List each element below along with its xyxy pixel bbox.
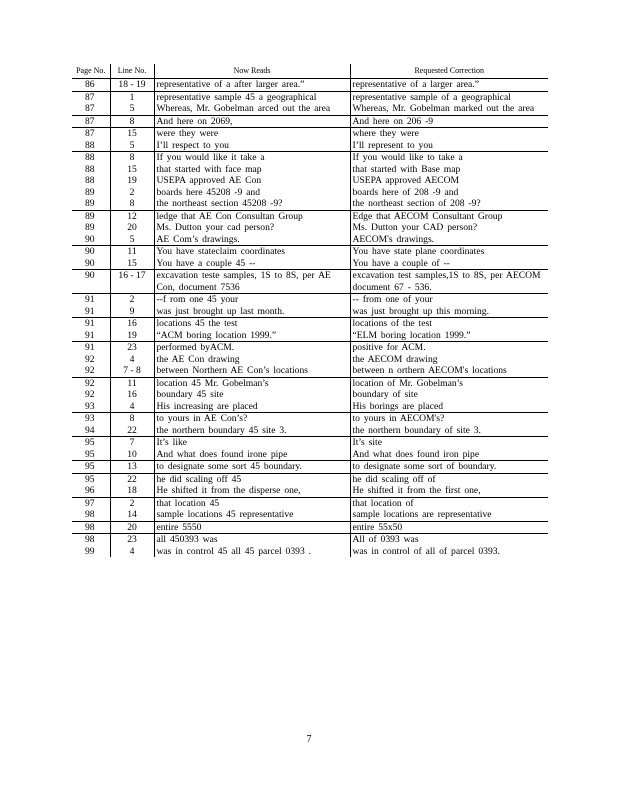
table-row [72, 234, 548, 246]
table-row [72, 103, 548, 115]
errata-rows [72, 79, 548, 558]
page-cell: 93 [72, 413, 110, 425]
line-cell: 16 [110, 318, 154, 330]
line-cell: 5 [110, 103, 154, 115]
page-cell: 98 [72, 521, 110, 534]
line-cell: 10 [110, 449, 154, 461]
page-cell: 89 [84, 198, 95, 209]
line-cell: 15 [110, 258, 154, 270]
now-reads-cell: He shifted it from the disperse one, [154, 485, 350, 497]
page-cell: 89 [72, 210, 110, 222]
table-row [72, 389, 548, 401]
table-row [72, 413, 548, 425]
requested-correction-cell: If you would like to take a [350, 152, 548, 164]
page-cell: 97 [72, 497, 110, 509]
requested-correction-cell: to designate some sort of boundary. [350, 461, 548, 474]
line-cell: 2 [110, 187, 154, 199]
requested-correction-cell: You have state plane coordinates [350, 246, 548, 258]
requested-correction-cell: between n orthern AECOM's locations [350, 365, 548, 377]
now-reads-cell: between Northern AE Con’s locations [154, 365, 350, 377]
table-row [72, 164, 548, 176]
line-cell: 20 [110, 222, 154, 234]
now-reads-cell: Ms. Dutton your cad person? [154, 222, 350, 234]
page-cell: 90 [72, 270, 110, 294]
table-row [72, 270, 548, 294]
page-cell: 99 [84, 545, 95, 557]
line-cell: 7 [110, 437, 154, 449]
page-cell: 91 [84, 329, 95, 341]
page-cell: 88 [84, 175, 95, 186]
page-cell: 94 [84, 424, 95, 436]
requested-correction-cell: Ms. Dutton your CAD person? [350, 222, 548, 234]
requested-correction-cell: You have a couple of -- [350, 258, 548, 270]
now-reads-cell: Whereas, Mr. Gobelman arced out the area [154, 103, 350, 115]
page-cell: 87 [72, 91, 110, 103]
table-row [72, 521, 548, 534]
requested-correction-cell: the northeast section of 208 -9? [350, 198, 548, 210]
table-row [72, 461, 548, 474]
table-row [72, 222, 548, 234]
requested-correction-cell: “ELM boring location 1999.” [350, 330, 548, 342]
line-cell: 22 [110, 425, 154, 437]
now-reads-cell: was in control 45 all 45 parcel 0393 . [154, 546, 350, 558]
line-cell: 2 [110, 294, 154, 306]
line-cell: 8 [110, 413, 154, 425]
line-cell: 22 [110, 473, 154, 485]
now-reads-cell: the northeast section 45208 -9? [154, 198, 350, 210]
table-row [72, 152, 548, 164]
line-cell: 23 [110, 534, 154, 546]
page-cell: 88 [72, 152, 110, 164]
page-cell: 89 [84, 222, 95, 233]
now-reads-cell: all 450393 was [154, 534, 350, 546]
line-cell: 18 [110, 485, 154, 497]
line-cell: 16 - 17 [110, 270, 154, 294]
page-cell: 90 [84, 257, 95, 269]
page-cell: 95 [84, 448, 95, 460]
requested-correction-cell: that started with Base map [350, 164, 548, 176]
line-cell: 20 [110, 521, 154, 534]
page-cell: 92 [84, 353, 95, 365]
requested-correction-cell: location of Mr. Gobelman’s [350, 377, 548, 389]
table-row [72, 377, 548, 389]
table-row [72, 330, 548, 342]
table-row [72, 198, 548, 210]
page-cell: 91 [72, 294, 110, 306]
line-cell: 7 - 8 [110, 365, 154, 377]
corrections-sheet [72, 64, 548, 557]
line-cell: 9 [110, 306, 154, 318]
header-requested-correction: Requested Correction [350, 64, 548, 79]
now-reads-cell: to designate some sort 45 boundary. [154, 461, 350, 474]
now-reads-cell: ledge that AE Con Consultan Group [154, 210, 350, 222]
requested-correction-cell: All of 0393 was [350, 534, 548, 546]
page-cell: 91 [72, 342, 110, 354]
table-row [72, 497, 548, 509]
requested-correction-cell: the northern boundary of site 3. [350, 425, 548, 437]
requested-correction-cell: Whereas, Mr. Gobelman marked out the area [350, 103, 548, 115]
now-reads-cell: representative sample 45 a geographical [154, 91, 350, 103]
table-row [72, 187, 548, 199]
line-cell: 4 [110, 401, 154, 413]
requested-correction-cell: boards here of 208 -9 and [350, 187, 548, 199]
requested-correction-cell: to yours in AECOM's? [350, 413, 548, 425]
now-reads-cell: that location 45 [154, 497, 350, 509]
line-cell: 8 [110, 115, 154, 128]
requested-correction-cell: His borings are placed [350, 401, 548, 413]
table-row [72, 485, 548, 497]
now-reads-cell: “ACM boring location 1999.” [154, 330, 350, 342]
now-reads-cell: You have stateclaim coordinates [154, 246, 350, 258]
requested-correction-cell: was just brought up this morning. [350, 306, 548, 318]
line-cell: 19 [110, 175, 154, 187]
requested-correction-cell: was in control of all of parcel 0393. [350, 546, 548, 558]
table-row [72, 509, 548, 521]
now-reads-cell: boards here 45208 -9 and [154, 187, 350, 199]
line-cell: 15 [110, 128, 154, 140]
requested-correction-cell: I’ll represent to you [350, 140, 548, 152]
requested-correction-cell: representative of a larger area.” [350, 79, 548, 92]
page-cell: 95 [72, 437, 110, 449]
page-cell: 86 [72, 79, 110, 92]
table-row [72, 306, 548, 318]
page-cell: 88 [84, 163, 95, 175]
requested-correction-cell: where they were [350, 128, 548, 140]
line-cell: 8 [110, 198, 154, 210]
now-reads-cell: representative of a after larger area.” [154, 79, 350, 92]
now-reads-cell: he did scaling off 45 [154, 473, 350, 485]
table-row [72, 342, 548, 354]
page-cell: 89 [84, 186, 95, 198]
line-cell: 19 [110, 330, 154, 342]
table-header-row [72, 64, 548, 79]
now-reads-cell: His increasing are placed [154, 401, 350, 413]
table-row [72, 91, 548, 103]
now-reads-cell: that started with face map [154, 164, 350, 176]
page-cell: 93 [84, 400, 95, 412]
now-reads-cell: excavation teste samples, 1S to 8S, per AE Con, document 7536 [154, 270, 350, 294]
requested-correction-cell: boundary of site [350, 389, 548, 401]
table-row [72, 354, 548, 366]
now-reads-cell: locations 45 the test [154, 318, 350, 330]
table-row [72, 115, 548, 128]
now-reads-cell: were they were [154, 128, 350, 140]
line-cell: 4 [110, 354, 154, 366]
line-cell: 4 [110, 546, 154, 558]
page-cell: 87 [72, 115, 110, 128]
line-cell: 14 [110, 509, 154, 521]
requested-correction-cell: And what does found iron pipe [350, 449, 548, 461]
requested-correction-cell: representative sample of a geographical [350, 91, 548, 103]
requested-correction-cell: that location of [350, 497, 548, 509]
now-reads-cell: location 45 Mr. Gobelman’s [154, 377, 350, 389]
table-row [72, 128, 548, 140]
page-cell: 98 [84, 509, 95, 520]
now-reads-cell: was just brought up last month. [154, 306, 350, 318]
line-cell: 5 [110, 140, 154, 152]
requested-correction-cell: positive for ACM. [350, 342, 548, 354]
line-cell: 23 [110, 342, 154, 354]
line-cell: 8 [110, 152, 154, 164]
now-reads-cell: I’ll respect to you [154, 140, 350, 152]
page-cell: 92 [84, 365, 95, 376]
page-number: 7 [306, 734, 312, 745]
requested-correction-cell: It’s site [350, 437, 548, 449]
now-reads-cell: entire 5550 [154, 521, 350, 534]
now-reads-cell: boundary 45 site [154, 389, 350, 401]
table-row [72, 546, 548, 558]
table-row [72, 425, 548, 437]
header-page: Page No. [72, 64, 110, 79]
requested-correction-cell: he did scaling off of [350, 473, 548, 485]
now-reads-cell: It’s like [154, 437, 350, 449]
table-row [72, 449, 548, 461]
page-cell: 90 [84, 233, 95, 245]
page-cell: 92 [72, 377, 110, 389]
page-cell: 90 [72, 246, 110, 258]
table-row [72, 258, 548, 270]
table-row [72, 79, 548, 92]
now-reads-cell: You have a couple 45 -- [154, 258, 350, 270]
requested-correction-cell: locations of the test [350, 318, 548, 330]
now-reads-cell: sample locations 45 representative [154, 509, 350, 521]
line-cell: 18 - 19 [110, 79, 154, 92]
page-cell: 87 [72, 128, 110, 140]
requested-correction-cell: excavation test samples,1S to 8S, per AECOM document 67 - 536. [350, 270, 548, 294]
table-row [72, 534, 548, 546]
header-now-reads: Now Reads [154, 64, 350, 79]
page-cell: 87 [84, 103, 95, 114]
requested-correction-cell: sample locations are representative [350, 509, 548, 521]
errata-table [72, 64, 548, 557]
table-row [72, 246, 548, 258]
page-cell: 91 [72, 318, 110, 330]
table-row [72, 401, 548, 413]
line-cell: 1 [110, 91, 154, 103]
page-cell: 95 [72, 461, 110, 474]
page-cell: 91 [84, 305, 95, 317]
line-cell: 5 [110, 234, 154, 246]
table-row [72, 365, 548, 377]
requested-correction-cell: USEPA approved AECOM [350, 175, 548, 187]
line-cell: 12 [110, 210, 154, 222]
now-reads-cell: USEPA approved AE Con [154, 175, 350, 187]
now-reads-cell: to yours in AE Con’s? [154, 413, 350, 425]
now-reads-cell: the northern boundary 45 site 3. [154, 425, 350, 437]
requested-correction-cell: Edge that AECOM Consultant Group [350, 210, 548, 222]
requested-correction-cell: He shifted it from the first one, [350, 485, 548, 497]
page-cell: 95 [72, 473, 110, 485]
requested-correction-cell: AECOM's drawings. [350, 234, 548, 246]
now-reads-cell: And here on 2069, [154, 115, 350, 128]
line-cell: 2 [110, 497, 154, 509]
page-cell: 88 [84, 139, 95, 151]
page-cell: 98 [72, 534, 110, 546]
requested-correction-cell: the AECOM drawing [350, 354, 548, 366]
page-cell: 92 [84, 389, 95, 400]
requested-correction-cell: And here on 206 -9 [350, 115, 548, 128]
now-reads-cell: --f rom one 45 your [154, 294, 350, 306]
requested-correction-cell: -- from one of your [350, 294, 548, 306]
table-row [72, 140, 548, 152]
line-cell: 11 [110, 377, 154, 389]
table-row [72, 437, 548, 449]
page-cell: 96 [84, 485, 95, 496]
line-cell: 16 [110, 389, 154, 401]
line-cell: 11 [110, 246, 154, 258]
now-reads-cell: performed byACM. [154, 342, 350, 354]
now-reads-cell: If you would like it take a [154, 152, 350, 164]
table-row [72, 318, 548, 330]
table-row [72, 210, 548, 222]
now-reads-cell: the AE Con drawing [154, 354, 350, 366]
table-row [72, 473, 548, 485]
now-reads-cell: And what does found irone pipe [154, 449, 350, 461]
table-row [72, 175, 548, 187]
line-cell: 15 [110, 164, 154, 176]
table-row [72, 294, 548, 306]
line-cell: 13 [110, 461, 154, 474]
now-reads-cell: AE Com’s drawings. [154, 234, 350, 246]
requested-correction-cell: entire 55x50 [350, 521, 548, 534]
header-line: Line No. [110, 64, 154, 79]
